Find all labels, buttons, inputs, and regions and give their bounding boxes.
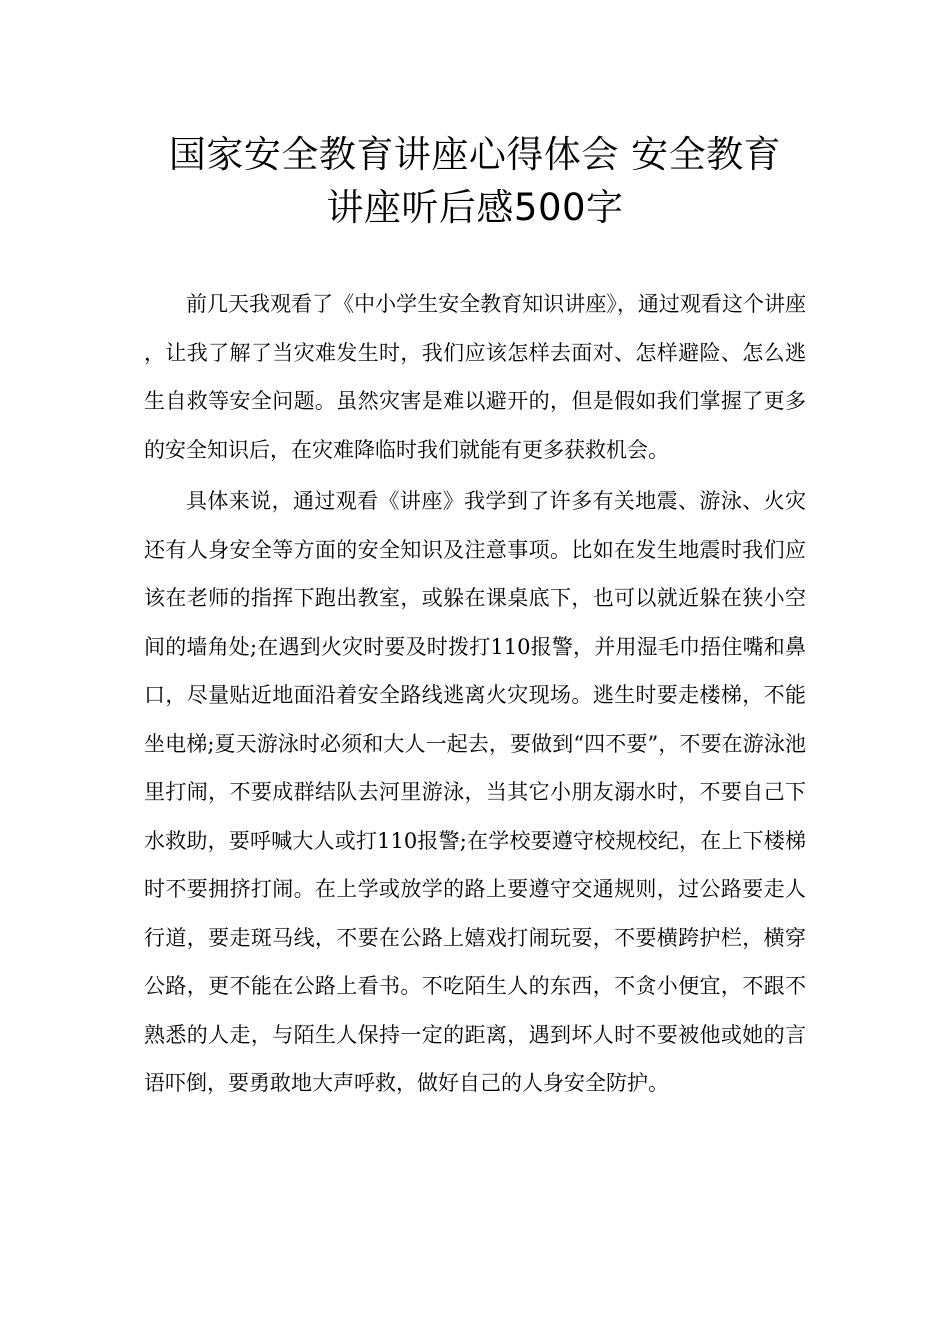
paragraph-2: 具体来说，通过观看《讲座》我学到了许多有关地震、游泳、火灾还有人身安全等方面的安全知识及注意事项。比如在发生地震时我们应该在老师的指挥下跑出教室，或躲在课桌底下，也可以就近躲在狭小空间的墙角处;在遇到火灾时要及时拨打110报警，并用湿毛巾捂住嘴和鼻口，尽量贴近地面沿着安全路线逃离火灾现场。逃生时要走楼梯，不能坐电梯;夏天游泳时必须和大人一起去，要做到“四不要”，不要在游泳池里打闹，不要成群结队去河里游泳，当其它小朋友溺水时，不要自己下水救助，要呼喊大人或打110报警;在学校要遵守校规校纪，在上下楼梯时不要拥挤打闹。在上学或放学的路上要遵守交通规则，过公路要走人行道，要走斑马线，不要在公路上嬉戏打闹玩耍，不要横跨护栏，横穿公路，更不能在公路上看书。不吃陌生人的东西，不贪小便宜，不跟不熟悉的人走，与陌生人保持一定的距离，遇到坏人时不要被他或她的言语吓倒，要勇敢地大声呼救，做好自己的人身安全防护。 — [144, 489, 806, 1095]
document-body — [144, 280, 806, 1111]
title-line-2: 讲座听后感500字 — [326, 186, 624, 229]
title-line-1: 国家安全教育讲座心得体会 安全教育 — [168, 133, 782, 176]
page-title — [120, 128, 830, 234]
paragraph-1: 前几天我观看了《中小学生安全教育知识讲座》，通过观看这个讲座，让我了解了当灾难发生时，我们应该怎样去面对、怎样避险、怎么逃生自救等安全问题。虽然灾害是难以避开的，但是假如我们掌握了更多的安全知识后，在灾难降临时我们就能有更多获救机会。 — [144, 292, 806, 462]
